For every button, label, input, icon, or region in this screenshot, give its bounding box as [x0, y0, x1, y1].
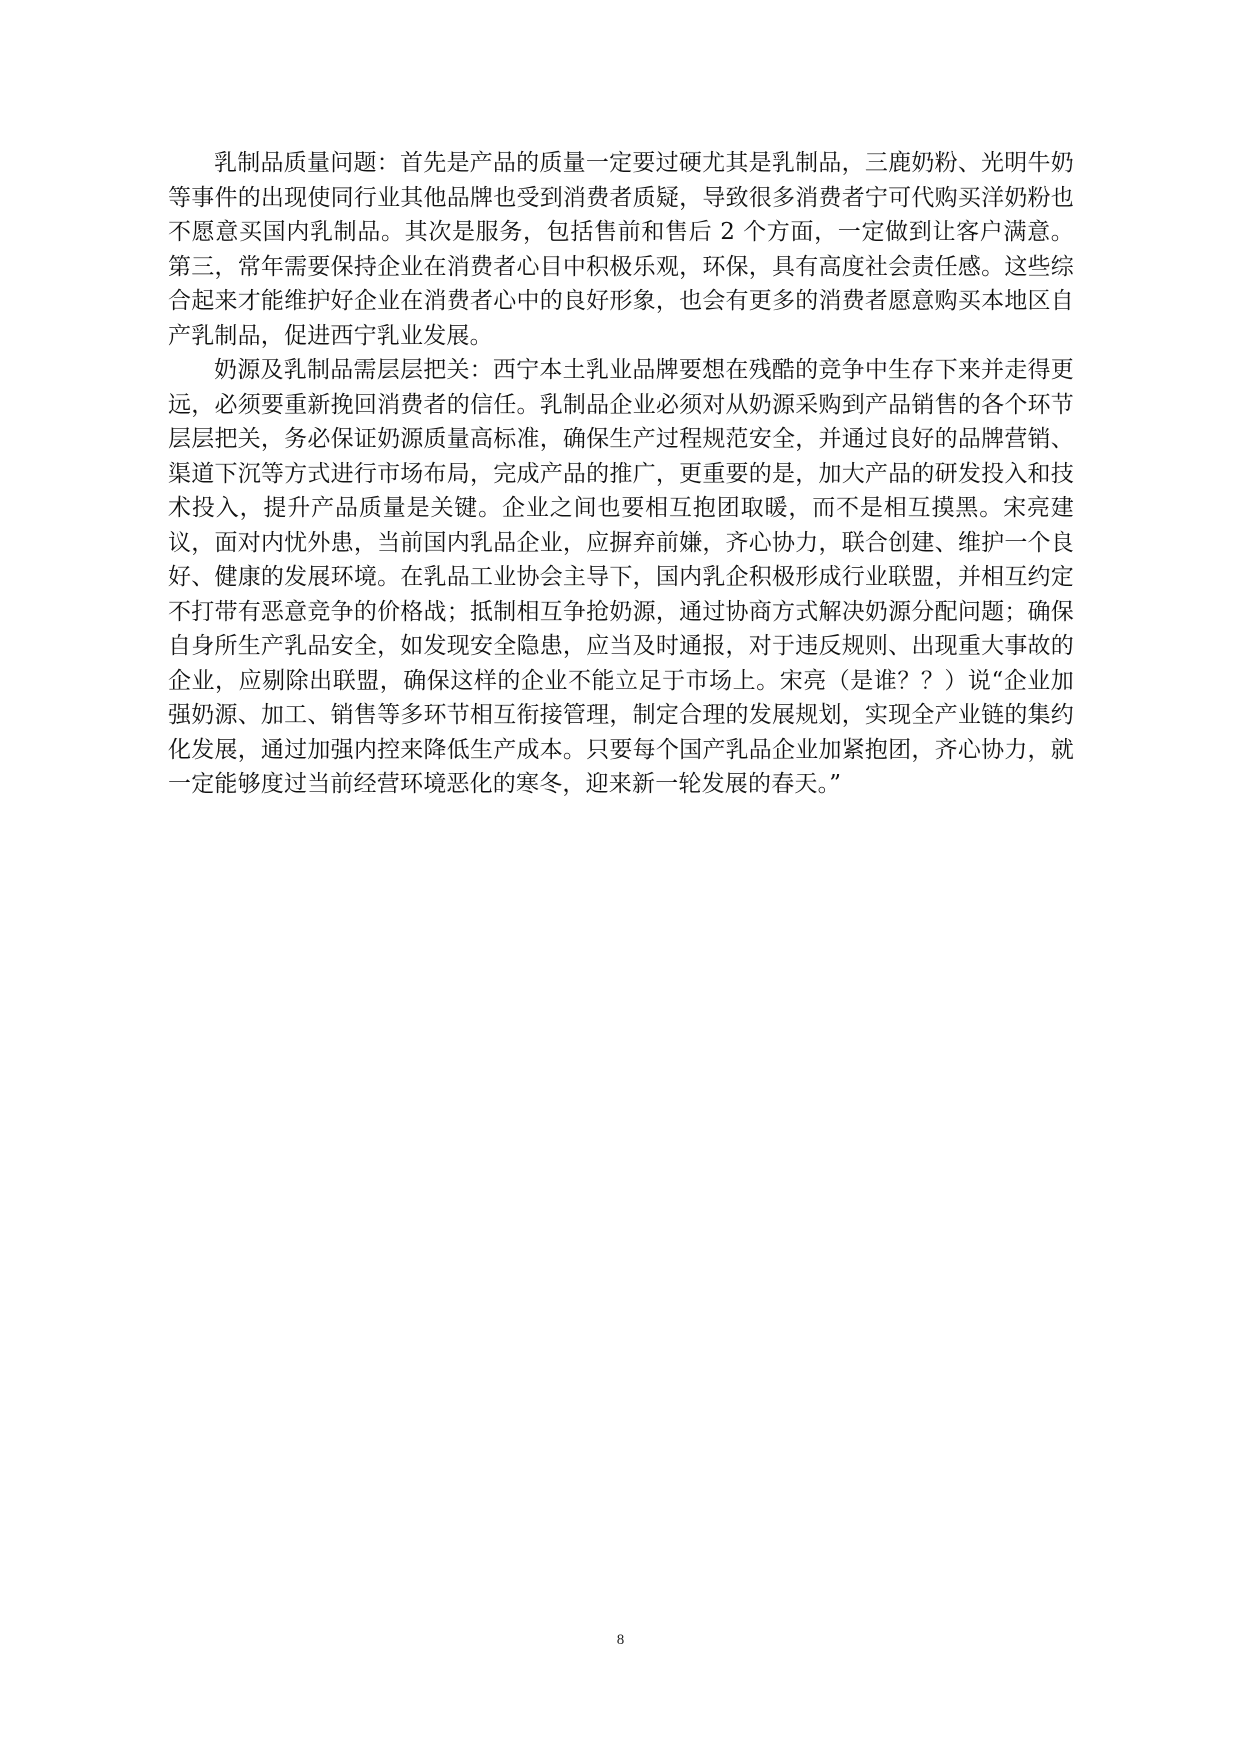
- paragraph-milk-source-control: 奶源及乳制品需层层把关：西宁本土乳业品牌要想在残酷的竞争中生存下来并走得更远，必须要重新挽回消费者的信任。乳制品企业必须对从奶源采购到产品销售的各个环节层层把关，务必保证奶源质量高标准，确保生产过程规范安全，并通过良好的品牌营销、渠道下沉等方式进行市场布局，完成产品的推广，更重要的是，加大产品的研发投入和技术投入，提升产品质量是关键。企业之间也要相互抱团取暖，而不是相互摸黑。宋亮建议，面对内忧外患，当前国内乳品企业，应摒弃前嫌，齐心协力，联合创建、维护一个良好、健康的发展环境。在乳品工业协会主导下，国内乳企积极形成行业联盟，并相互约定不打带有恶意竞争的价格战；抵制相互争抢奶源，通过协商方式解决奶源分配问题；确保自身所生产乳品安全，如发现安全隐患，应当及时通报，对于违反规则、出现重大事故的企业，应剔除出联盟，确保这样的企业不能立足于市场上。宋亮（是谁？？）说“企业加强奶源、加工、销售等多环节相互衔接管理，制定合理的发展规划，实现全产业链的集约化发展，通过加强内控来降低生产成本。只要每个国产乳品企业加紧抱团，齐心协力，就一定能够度过当前经营环境恶化的寒冬，迎来新一轮发展的春天。”: [168, 357, 1074, 797]
- paragraph-dairy-quality: 乳制品质量问题：首先是产品的质量一定要过硬尤其是乳制品，三鹿奶粉、光明牛奶等事件的出现使同行业其他品牌也受到消费者质疑，导致很多消费者宁可代购买洋奶粉也不愿意买国内乳制品。其次是服务，包括售前和售后 2 个方面，一定做到让客户满意。第三，常年需要保持企业在消费者心目中积极乐观，环保，具有高度社会责任感。这些综合起来才能维护好企业在消费者心中的良好形象，也会有更多的消费者愿意购买本地区自产乳制品，促进西宁乳业发展。: [168, 150, 1074, 349]
- page-number: 8: [616, 1632, 625, 1648]
- body-text: [168, 146, 1074, 802]
